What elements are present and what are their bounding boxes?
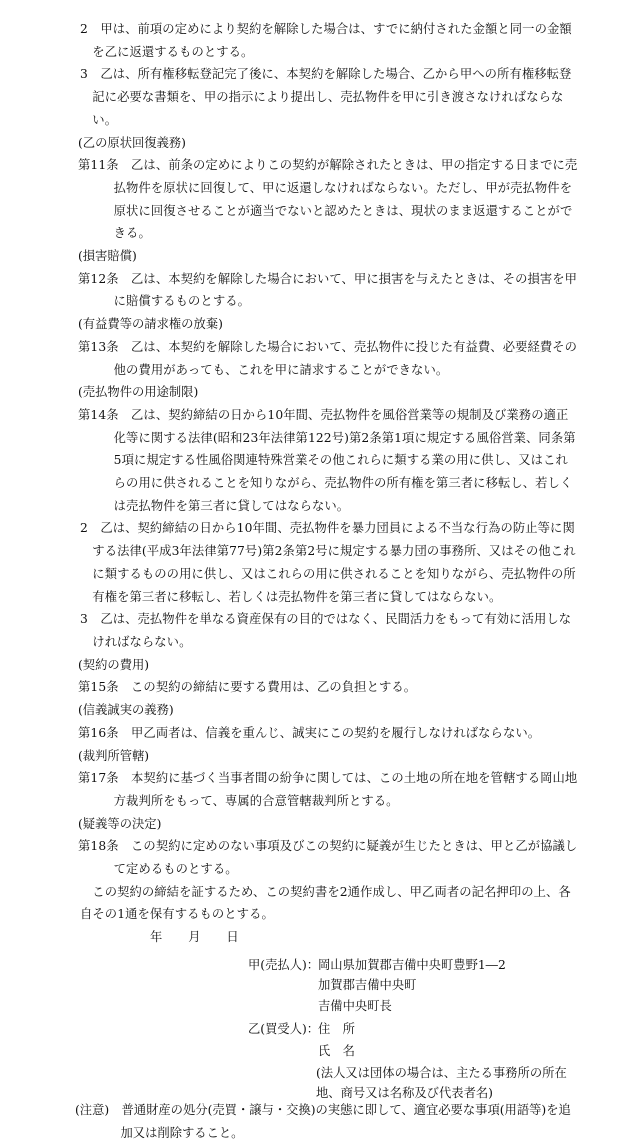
heading-article-12: (損害賠償) (78, 249, 137, 264)
heading-article-18: (疑義等の決定) (78, 816, 162, 831)
article-12: 第12条 乙は、本契約を解除した場合において、甲に損害を与えたときは、その損害を甲に賠償するものとする。 (78, 271, 578, 309)
party-b-address-field: 住 所 (318, 1021, 355, 1036)
closing-statement: この契約の締結を証するため、この契約書を2通作成し、甲乙両者の記名押印の上、各自その1通を保有するものとする。 (80, 884, 571, 922)
article-13: 第13条 乙は、本契約を解除した場合において、売払物件に投じた有益費、必要経費その他の費用があっても、これを甲に請求することができない。 (78, 339, 578, 377)
heading-article-14: (売払物件の用途制限) (78, 385, 199, 400)
article-17: 第17条 本契約に基づく当事者間の紛争に関しては、この土地の所在地を管轄する岡山地方裁判所をもって、専属的合意管轄裁判所とする。 (78, 771, 578, 808)
heading-article-17: (裁判所管轄) (78, 748, 150, 763)
heading-article-13: (有益費等の請求権の放棄) (78, 317, 223, 332)
article-15: 第15条 この契約の締結に要する費用は、乙の負担とする。 (78, 680, 417, 695)
article-16: 第16条 甲乙両者は、信義を重んじ、誠実にこの契約を履行しなければならない。 (78, 725, 541, 740)
clause-10-2: 2 甲は、前項の定めにより契約を解除した場合は、すでに納付された金額と同一の金額を乙に返還するものとする。 (80, 22, 572, 59)
caution-note: (注意) 普通財産の処分(売買・譲与・交換)の実態に即して、適宜必要な事項(用語等)を追加又は削除すること。 (75, 1102, 571, 1140)
party-a-address: 岡山県加賀郡吉備中央町豊野1―2 (318, 957, 506, 972)
party-a-name: 加賀郡吉備中央町 (318, 977, 417, 992)
signature-block (0, 949, 630, 1101)
heading-article-16: (信義誠実の義務) (78, 703, 174, 718)
party-b-name-field: 氏 名 (318, 1043, 355, 1058)
date-line: 年 月 日 (150, 930, 239, 945)
heading-article-15: (契約の費用) (78, 657, 150, 672)
party-a-label: 甲(売払人)： (248, 957, 320, 972)
article-11: 第11条 乙は、前条の定めによりこの契約が解除されたときは、甲の指定する日までに売払物件を原状に回復して、甲に返還しなければならない。ただし、甲が売払物件を原状に回復させることが適当でないと認めたときは、現状のまま返還することができる。 (78, 158, 578, 241)
heading-article-11: (乙の原状回復義務) (78, 135, 186, 150)
party-a-representative: 吉備中央町長 (318, 998, 392, 1013)
article-18: 第18条 この契約に定めのない事項及びこの契約に疑義が生じたときは、甲と乙が協議して定めるものとする。 (78, 839, 578, 877)
clause-10-3: 3 乙は、所有権移転登記完了後に、本契約を解除した場合、乙から甲への所有権移転登記に必要な書類を、甲の指示により提出し、売払物件を甲に引き渡さなければならない。 (80, 67, 572, 127)
party-b-label: 乙(買受人)： (248, 1021, 320, 1036)
article-14: 第14条 乙は、契約締結の日から10年間、売払物件を風俗営業等の規制及び業務の適正化等に関する法律(昭和23年法律第122号)第2条第1項に規定する風俗営業、同条第5項に規定する性風俗関連特殊営業その他これらに類する業の用に供し、又はこれらの用に供されることを知りながら、売払物件の所有権を第三者に移転し、若しくは売払物件を第三者に貸してはならない。 (78, 407, 576, 513)
party-b-note: (法人又は団体の場合は、主たる事務所の所在地、商号又は名称及び代表者名) (316, 1065, 567, 1101)
clause-14-2: 2 乙は、契約締結の日から10年間、売払物件を暴力団員による不当な行為の防止等に関する法律(平成3年法律第77号)第2条第2号に規定する暴力団の事務所、又はその他これに類するものの用に供し、又はこれらの用に供されることを知りながら、売払物件の所有権を第三者に移転し、若しくは売払物件を第三者に貸してはならない。 (80, 521, 576, 604)
clause-14-3: 3 乙は、売払物件を単なる資産保有の目的ではなく、民間活力をもって有効に活用しなければならない。 (80, 612, 572, 649)
